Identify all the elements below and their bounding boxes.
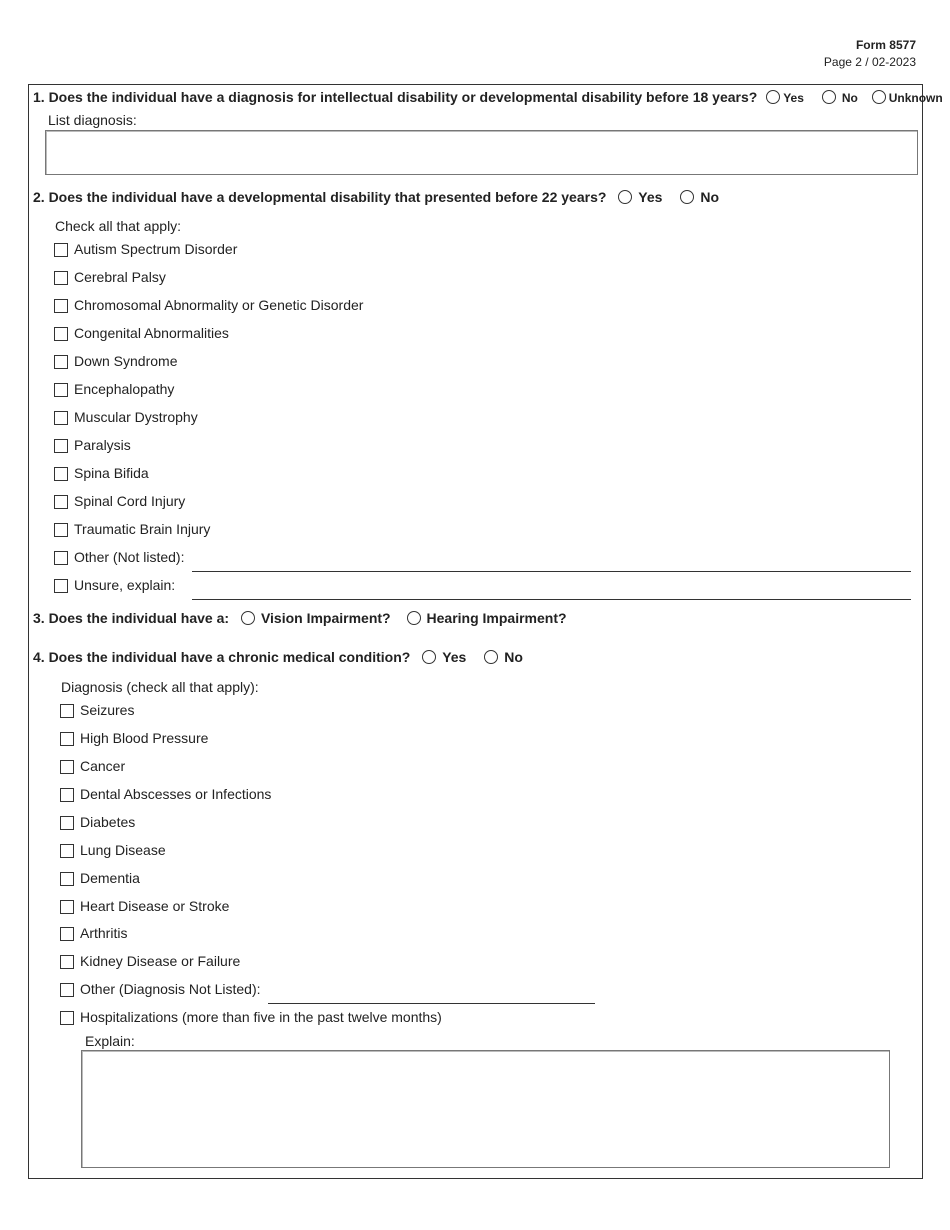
q4-item-cancer[interactable]: Cancer bbox=[60, 758, 125, 774]
checkbox[interactable] bbox=[54, 411, 68, 425]
q2-yes-radio[interactable] bbox=[618, 190, 632, 204]
q1-no-radio[interactable] bbox=[822, 90, 836, 104]
q2-item-other[interactable]: Other (Not listed): bbox=[54, 549, 184, 565]
q4-item-arthritis[interactable]: Arthritis bbox=[60, 925, 127, 941]
checkbox[interactable] bbox=[60, 927, 74, 941]
q4-item-heart-disease[interactable]: Heart Disease or Stroke bbox=[60, 898, 229, 914]
q4-diagnosis-label: Diagnosis (check all that apply): bbox=[61, 679, 259, 695]
q2-item-encephalopathy[interactable]: Encephalopathy bbox=[54, 381, 174, 397]
q3-vision-radio[interactable] bbox=[241, 611, 255, 625]
q4-item-seizures[interactable]: Seizures bbox=[60, 702, 134, 718]
q3-text: 3. Does the individual have a: Vision Impairment? Hearing Impairment? bbox=[33, 610, 567, 626]
checkbox[interactable] bbox=[54, 383, 68, 397]
checkbox[interactable] bbox=[60, 816, 74, 830]
page-info: Page 2 / 02-2023 bbox=[823, 55, 916, 69]
q2-no-radio[interactable] bbox=[680, 190, 694, 204]
q4-item-high-blood-pressure[interactable]: High Blood Pressure bbox=[60, 730, 208, 746]
q3-hearing-radio[interactable] bbox=[407, 611, 421, 625]
q4-item-other[interactable]: Other (Diagnosis Not Listed): bbox=[60, 981, 261, 997]
checkbox[interactable] bbox=[54, 579, 68, 593]
q3-vision-option[interactable]: Vision Impairment? bbox=[241, 610, 391, 626]
q2-check-label: Check all that apply: bbox=[55, 218, 182, 234]
checkbox[interactable] bbox=[60, 983, 74, 997]
checkbox[interactable] bbox=[60, 900, 74, 914]
checkbox[interactable] bbox=[54, 439, 68, 453]
q2-yes-option[interactable]: Yes bbox=[618, 189, 662, 205]
q1-unknown-radio[interactable] bbox=[872, 90, 886, 104]
q1-yes-radio[interactable] bbox=[766, 90, 780, 104]
q1-text: 1. Does the individual have a diagnosis for intellectual disability or developmental disability before 18 years? Yes No Unknown bbox=[33, 89, 943, 105]
q2-item-unsure[interactable]: Unsure, explain: bbox=[54, 577, 175, 593]
checkbox[interactable] bbox=[54, 299, 68, 313]
q1-no-option[interactable]: No bbox=[822, 89, 858, 105]
q4-no-radio[interactable] bbox=[484, 650, 498, 664]
q4-item-diabetes[interactable]: Diabetes bbox=[60, 814, 135, 830]
q1-unknown-option[interactable]: Unknown bbox=[872, 89, 943, 105]
checkbox[interactable] bbox=[60, 844, 74, 858]
q4-item-dental[interactable]: Dental Abscesses or Infections bbox=[60, 786, 271, 802]
checkbox[interactable] bbox=[60, 732, 74, 746]
checkbox[interactable] bbox=[54, 243, 68, 257]
q1-list-label: List diagnosis: bbox=[48, 112, 137, 128]
q4-no-option[interactable]: No bbox=[484, 649, 523, 665]
checkbox[interactable] bbox=[54, 495, 68, 509]
checkbox[interactable] bbox=[54, 355, 68, 369]
checkbox[interactable] bbox=[54, 467, 68, 481]
checkbox[interactable] bbox=[60, 955, 74, 969]
checkbox[interactable] bbox=[60, 704, 74, 718]
q2-item-muscular-dystrophy[interactable]: Muscular Dystrophy bbox=[54, 409, 198, 425]
checkbox[interactable] bbox=[54, 327, 68, 341]
checkbox[interactable] bbox=[54, 551, 68, 565]
q2-text: 2. Does the individual have a developmental disability that presented before 22 years? Yes No bbox=[33, 189, 719, 205]
checkbox[interactable] bbox=[60, 788, 74, 802]
q4-item-lung-disease[interactable]: Lung Disease bbox=[60, 842, 166, 858]
q2-item-down-syndrome[interactable]: Down Syndrome bbox=[54, 353, 178, 369]
q2-item-spinal-cord-injury[interactable]: Spinal Cord Injury bbox=[54, 493, 185, 509]
q3-hearing-option[interactable]: Hearing Impairment? bbox=[407, 610, 567, 626]
q2-item-traumatic-brain-injury[interactable]: Traumatic Brain Injury bbox=[54, 521, 210, 537]
q1-yes-option[interactable]: Yes bbox=[766, 89, 804, 105]
checkbox[interactable] bbox=[60, 760, 74, 774]
q2-item-spina-bifida[interactable]: Spina Bifida bbox=[54, 465, 149, 481]
q2-item-chromosomal[interactable]: Chromosomal Abnormality or Genetic Disorder bbox=[54, 297, 363, 313]
q2-item-cerebral-palsy[interactable]: Cerebral Palsy bbox=[54, 269, 166, 285]
q2-item-autism[interactable]: Autism Spectrum Disorder bbox=[54, 241, 237, 257]
q2-item-paralysis[interactable]: Paralysis bbox=[54, 437, 131, 453]
q4-explain-input[interactable] bbox=[81, 1050, 890, 1168]
checkbox[interactable] bbox=[54, 523, 68, 537]
q4-yes-radio[interactable] bbox=[422, 650, 436, 664]
q1-diagnosis-input[interactable] bbox=[45, 130, 918, 175]
q2-unsure-input[interactable] bbox=[192, 599, 911, 600]
q2-no-option[interactable]: No bbox=[680, 189, 719, 205]
checkbox[interactable] bbox=[54, 271, 68, 285]
q4-item-hospitalizations[interactable]: Hospitalizations (more than five in the past twelve months) bbox=[60, 1009, 442, 1025]
q4-other-input[interactable] bbox=[268, 1003, 595, 1004]
q2-other-input[interactable] bbox=[192, 571, 911, 572]
q4-yes-option[interactable]: Yes bbox=[422, 649, 466, 665]
checkbox[interactable] bbox=[60, 872, 74, 886]
form-number: Form 8577 bbox=[855, 38, 916, 52]
q4-item-kidney-disease[interactable]: Kidney Disease or Failure bbox=[60, 953, 240, 969]
q4-explain-label: Explain: bbox=[85, 1033, 135, 1049]
checkbox[interactable] bbox=[60, 1011, 74, 1025]
q2-item-congenital[interactable]: Congenital Abnormalities bbox=[54, 325, 229, 341]
q4-item-dementia[interactable]: Dementia bbox=[60, 870, 140, 886]
q4-text: 4. Does the individual have a chronic medical condition? Yes No bbox=[33, 649, 523, 665]
